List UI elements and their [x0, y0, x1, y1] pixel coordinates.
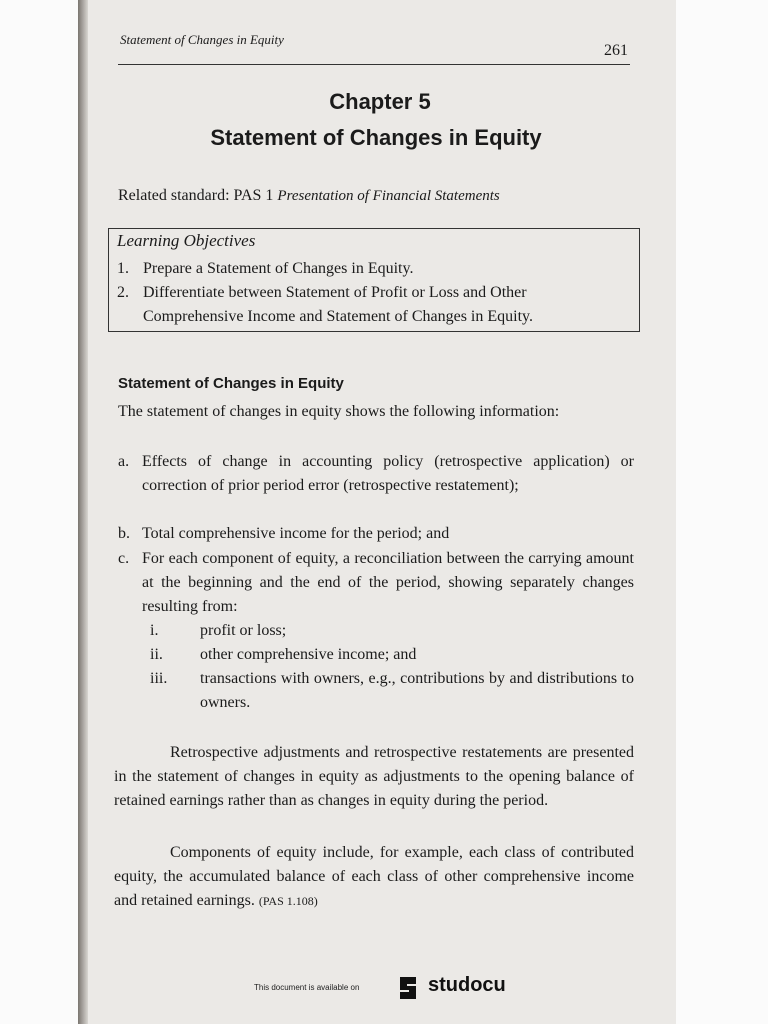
objective-item-continuation [143, 305, 533, 329]
section-heading: Statement of Changes in Equity [118, 375, 344, 392]
objective-number: 2. [117, 284, 129, 301]
list-item [118, 547, 634, 619]
paragraph-retrospective: Retrospective adjustments and retrospective restatements are presented in the statement of changes in equity as adjustments to the opening balance of retained earnings rather than as changes in equity during the period. [114, 744, 634, 809]
list-item-label: b. [118, 525, 130, 542]
section-intro: The statement of changes in equity shows the following information: [118, 403, 560, 420]
sub-list-item-label: ii. [150, 646, 163, 663]
sub-list-item-text: transactions with owners, e.g., contributions by and distributions to owners. [200, 670, 634, 711]
sub-list-item [150, 619, 634, 643]
list-item-text: Effects of change in accounting policy (retrospective application) or correction of prior period error (retrospective restatement); [142, 453, 634, 494]
citation: (PAS 1.108) [258, 894, 318, 908]
sub-list-item-text: profit or loss; [200, 622, 287, 639]
page-header [118, 28, 630, 65]
paragraph-components [114, 841, 634, 913]
list-item-label: c. [118, 550, 130, 567]
related-standard-prefix: Related standard: PAS 1 [118, 187, 278, 204]
page-number: 261 [604, 42, 628, 59]
sub-list-item [150, 667, 634, 715]
list-item-text: For each component of equity, a reconciliation between the carrying amount at the beginning and the end of the period, showing separately changes resulting from: [142, 550, 634, 615]
chapter-number: Chapter 5 [329, 89, 431, 114]
chapter-title: Statement of Changes in Equity [210, 125, 542, 150]
running-head: Statement of Changes in Equity [120, 32, 284, 47]
studocu-logo-text[interactable]: studocu [428, 974, 506, 996]
list-item-label: a. [118, 453, 130, 470]
objective-item [117, 257, 413, 281]
objective-item [117, 281, 527, 305]
objective-text: Prepare a Statement of Changes in Equity. [143, 260, 414, 277]
related-standard [118, 187, 500, 205]
studocu-logo-icon[interactable] [394, 973, 424, 1003]
list-item [118, 522, 634, 546]
sub-list-item-label: i. [150, 622, 159, 639]
learning-objectives-title: Learning Objectives [117, 231, 256, 250]
objective-text-line2: Comprehensive Income and Statement of Changes in Equity. [143, 308, 533, 325]
learning-objectives-box [108, 228, 640, 332]
objective-text-line1: Differentiate between Statement of Profit or Loss and Other [143, 284, 527, 301]
related-standard-title: Presentation of Financial Statements [277, 188, 500, 204]
paragraph-components-text: Components of equity include, for example, each class of contributed equity, the accumulated balance of each class of other comprehensive income and retained earnings. [114, 844, 634, 909]
list-item-text: Total comprehensive income for the period; and [142, 525, 450, 542]
footer-availability-note: This document is available on [254, 983, 360, 992]
sub-list-item-label: iii. [150, 670, 168, 687]
page-binding-shadow [78, 0, 88, 1024]
sub-list-item [150, 643, 634, 667]
list-item [118, 450, 634, 498]
objective-number: 1. [117, 260, 129, 277]
sub-list-item-text: other comprehensive income; and [200, 646, 417, 663]
